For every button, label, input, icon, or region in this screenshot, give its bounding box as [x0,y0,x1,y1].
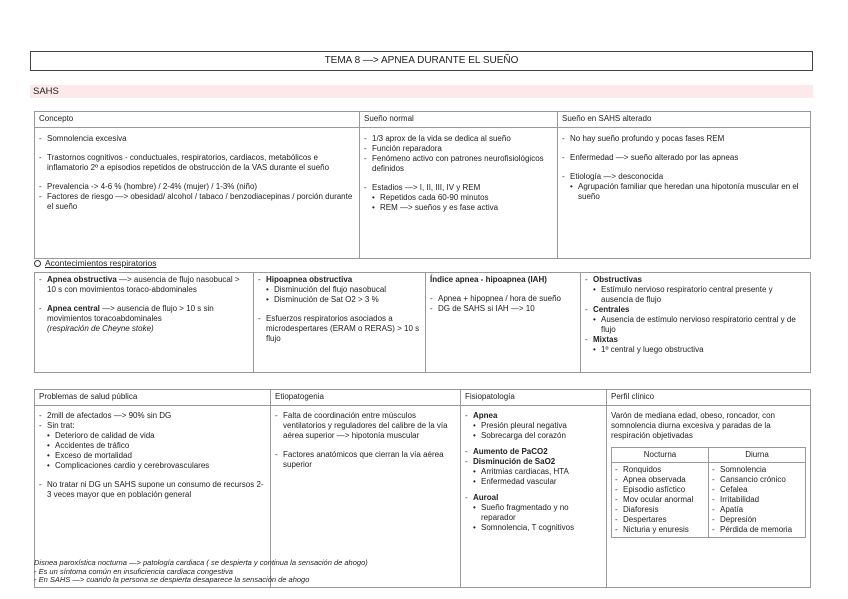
list-item [39,275,249,295]
list-item [39,304,249,334]
hipoapnea-cell [254,273,426,373]
list-item: - Auroal [465,493,602,503]
fisiopatologia-cell [461,406,607,588]
list-item: - Función reparadora [364,144,553,154]
footnotes [34,559,368,585]
apnea-obstructiva-def: —> ausencia de flujo nasobucal > 10 s con movimientos toraco-abdominales [47,275,240,294]
header-diurna: Diurna [709,448,806,463]
header-nocturna: Nocturna [612,448,709,463]
list-item: - Prevalencia -> 4-6 % (hombre) / 2-4% (mujer) / 1-3% (niño) [39,182,355,192]
list-item: - Depresión [712,515,802,525]
note-disnea: Disnea paroxística nocturna —> patología cardiaca ( se despierta y continua la sensación de ahogo) [34,558,368,567]
list-item: - Fenómeno activo con patrones neurofisiológicos definidos [364,154,553,174]
list-item: • Enfermedad vascular [465,477,602,487]
list-item: - Etiología —> desconocida [562,172,806,182]
list-item: - Cefalea [712,485,802,495]
list-item: - Ronquidos [615,465,705,475]
list-item: - Obstructivas [585,275,806,285]
list-item: - Aumento de PaCO2 [465,447,602,457]
list-item: - Despertares [615,515,705,525]
list-item: - Apatía [712,505,802,515]
list-item: • Ausencia de estímulo nervioso respiratorio central y de flujo [585,315,806,335]
table-row [35,128,811,259]
table-header-row [35,112,811,128]
cheyne-stoke-note: (respiración de Cheyne stoke) [47,324,154,333]
apnea-cell [35,273,254,373]
list-item: - Enfermedad —> sueño alterado por las apneas [562,153,806,163]
symptoms-table [611,447,806,538]
list-item: • REM —> sueños y es fase activa [364,203,553,213]
list-item: - Factores anatómicos que cierran la vía aérea superior [275,450,456,470]
header-sueno-normal: Sueño normal [360,112,558,128]
perfil-clinico-cell [607,406,811,588]
apnea-central-term: Apnea central [47,304,100,313]
table-header-row [612,448,806,463]
iah-title: Índice apnea - hipoapnea (IAH) [430,275,547,284]
subtitle-text: Acontecimientos respiratorios [45,258,157,268]
list-item: - Irritabilidad [712,495,802,505]
list-item: • Complicaciones cardio y cerebrovasculares [39,461,266,471]
list-item: - Apnea observada [615,475,705,485]
list-item: - Cansancio crónico [712,475,802,485]
list-item: - Centrales [585,305,806,315]
list-item: - Somnolencia [712,465,802,475]
sueno-alterado-cell [558,128,811,259]
list-item: - DG de SAHS si IAH —> 10 [430,304,576,314]
list-item: • Deterioro de calidad de vida [39,431,266,441]
perfil-intro: Varón de mediana edad, obeso, roncador, con somnolencia diurna excesiva y paradas de la respiración objetivadas [611,411,775,440]
list-item: - Falta de coordinación entre músculos ventilatorios y reguladores del calibre de la vía aérea superior —> hipotonía muscular [275,411,456,441]
list-item: - No tratar ni DG un SAHS supone un consumo de recursos 2-3 veces mayor que en población general [39,480,266,500]
header-fisiopatologia: Fisiopatología [461,390,607,406]
list-item: • Arritmias cardiacas, HTA [465,467,602,477]
list-item: - Somnolencia excesiva [39,134,355,144]
sueno-normal-cell [360,128,558,259]
list-item: • Sobrecarga del corazón [465,431,602,441]
list-item: - No hay sueño profundo y pocas fases REM [562,134,806,144]
apnea-types-cell [581,273,811,373]
list-item: - Hipoapnea obstructiva [258,275,421,285]
list-item: - Disminución de SaO2 [465,457,602,467]
list-item: - Diaforesis [615,505,705,515]
circle-bullet-icon [34,260,41,267]
header-perfil-clinico: Perfil clínico [607,390,811,406]
list-item: • Disminución de Sat O2 > 3 % [258,295,421,305]
list-item: - Mixtas [585,335,806,345]
header-etiopatogenia: Etiopatogenia [271,390,461,406]
list-item: • Agrupación familiar que heredan una hipotonía muscular en el sueño [562,182,806,202]
table-row [35,273,811,373]
list-item: - Episodio asfíctico [615,485,705,495]
note-insuficiencia: - Es un síntoma común en insuficiencia cardiaca congestiva [34,566,233,576]
header-sueno-alterado: Sueño en SAHS alterado [558,112,811,128]
subtitle-acontecimientos [34,258,157,268]
list-item: - Sin trat: [39,421,266,431]
list-item: • Presión pleural negativa [465,421,602,431]
list-item: - Estadios —> I, II, III, IV y REM [364,183,553,193]
sahs-overview-table [34,111,811,259]
apnea-obstructiva-term: Apnea obstructiva [47,275,117,284]
list-item: - Mov ocular anormal [615,495,705,505]
list-item: - Trastornos cognitivos - conductuales, respiratorios, cardiacos, metabólicos e inflamatorio 2º a episodios repetidos de obstrucción de la VAS durante el sueño [39,153,355,173]
list-item: • Exceso de mortalidad [39,451,266,461]
list-item: - Esfuerzos respiratorios asociados a microdespertares (ERAM o RERAS) > 10 s flujo [258,314,421,344]
table-row [612,463,806,538]
list-item: • Sueño fragmentado y no reparador [465,503,602,523]
section-heading-sahs: SAHS [30,85,813,98]
respiratory-events-table [34,272,811,373]
table-header-row [35,390,811,406]
list-item: • 1º central y luego obstructiva [585,345,806,355]
list-item: - Nicturia y enuresis [615,525,705,535]
list-item: • Disminución del flujo nasobucal [258,285,421,295]
apnea-central-def: —> ausencia de flujo > 10 s sin movimientos toracoabdominales [47,304,214,323]
diurna-cell [709,463,806,538]
header-salud-publica: Problemas de salud pública [35,390,271,406]
nocturna-cell [612,463,709,538]
list-item: - 1/3 aprox de la vida se dedica al sueño [364,134,553,144]
list-item: • Accidentes de tráfico [39,441,266,451]
list-item: • Estímulo nervioso respiratorio central presente y ausencia de flujo [585,285,806,305]
list-item: - Apnea + hipopnea / hora de sueño [430,294,576,304]
list-item: • Somnolencia, T cognitivos [465,523,602,533]
list-item: • Repetidos cada 60-90 minutos [364,193,553,203]
note-sahs: - En SAHS —> cuando la persona se despierta desaparece la sensación de ahogo [34,575,310,584]
iah-cell [426,273,581,373]
header-concepto: Concepto [35,112,360,128]
concepto-cell [35,128,360,259]
list-item: - 2mill de afectados —> 90% sin DG [39,411,266,421]
page-title: TEMA 8 —> APNEA DURANTE EL SUEÑO [30,51,813,71]
list-item: - Factores de riesgo —> obesidad/ alcohol / tabaco / benzodiacepinas / porción durante el sueño [39,192,355,212]
list-item: - Apnea [465,411,602,421]
list-item: - Pérdida de memoria [712,525,802,535]
